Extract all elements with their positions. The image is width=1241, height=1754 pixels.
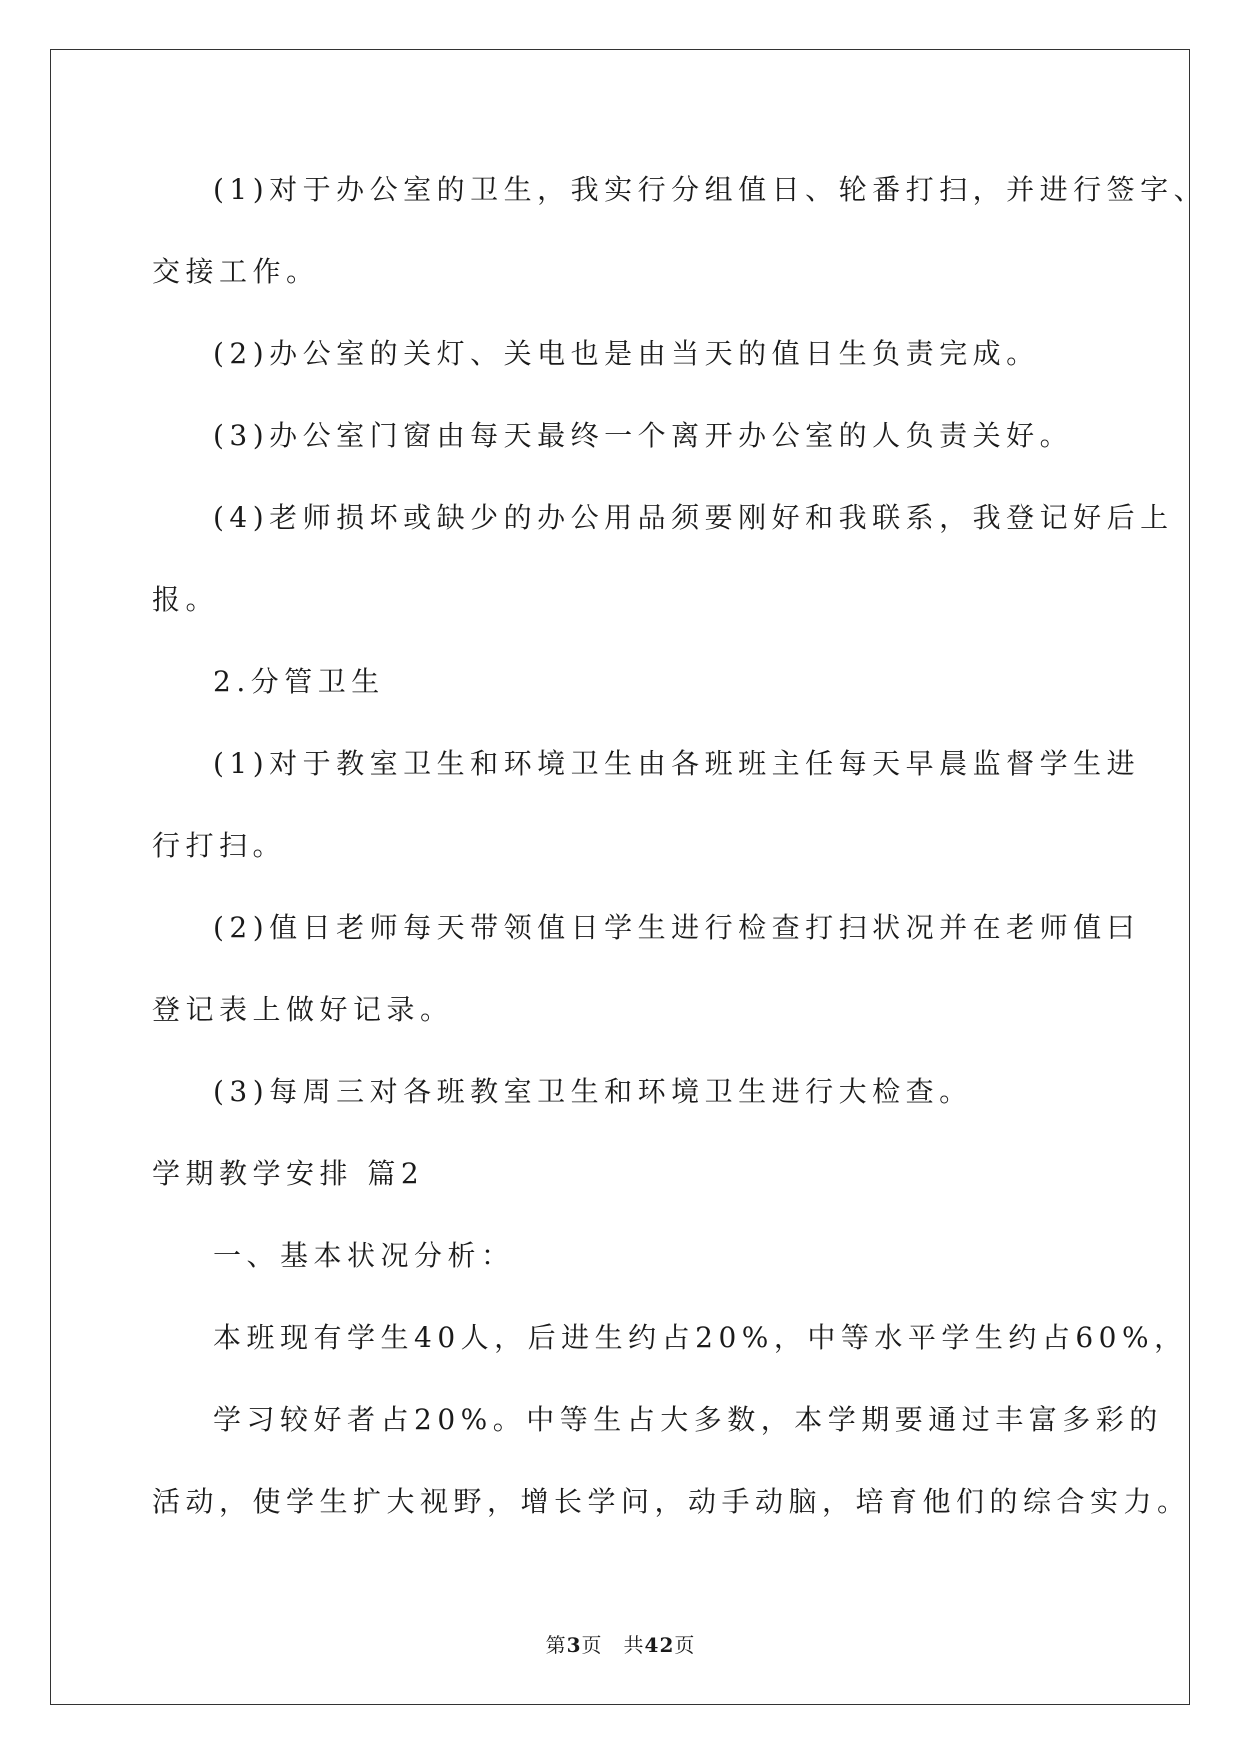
text-line: 登记表上做好记录。	[152, 993, 454, 1026]
footer-suffix: 页	[674, 1633, 696, 1657]
text-line: (1)对于教室卫生和环境卫生由各班班主任每天早晨监督学生进	[213, 747, 1141, 780]
text-line: (3)办公室门窗由每天最终一个离开办公室的人负责关好。	[213, 419, 1074, 452]
footer-prefix: 第	[545, 1633, 567, 1657]
page-frame	[50, 49, 1190, 1705]
text-line: 行打扫。	[152, 829, 287, 862]
text-line: 学习较好者占20%。中等生占大多数，本学期要通过丰富多彩的	[213, 1403, 1163, 1436]
text-line: (2)值日老师每天带领值日学生进行检查打扫状况并在老师值曰	[213, 911, 1141, 944]
text-line: 活动，使学生扩大视野，增长学问，动手动脑，培育他们的综合实力。	[152, 1485, 1191, 1518]
text-line: 本班现有学生40人，后进生约占20%，中等水平学生约占60%，	[213, 1321, 1188, 1354]
current-page-number: 3	[566, 1633, 582, 1657]
text-line: (4)老师损坏或缺少的办公用品须要刚好和我联系，我登记好后上	[213, 501, 1174, 534]
text-line: 报。	[152, 583, 220, 616]
section-heading: 一、基本状况分析：	[213, 1239, 515, 1272]
text-line: (2)办公室的关灯、关电也是由当天的值日生负责完成。	[213, 337, 1040, 370]
article-title: 学期教学安排 篇2	[152, 1157, 425, 1190]
total-page-count: 42	[644, 1633, 675, 1657]
footer-mid: 页 共	[581, 1633, 645, 1657]
text-line: 交接工作。	[152, 255, 320, 288]
text-line: (1)对于办公室的卫生，我实行分组值日、轮番打扫，并进行签字、	[213, 173, 1208, 206]
section-heading: 2.分管卫生	[213, 665, 385, 698]
text-line: (3)每周三对各班教室卫生和环境卫生进行大检查。	[213, 1075, 973, 1108]
page-footer	[0, 1632, 1241, 1658]
